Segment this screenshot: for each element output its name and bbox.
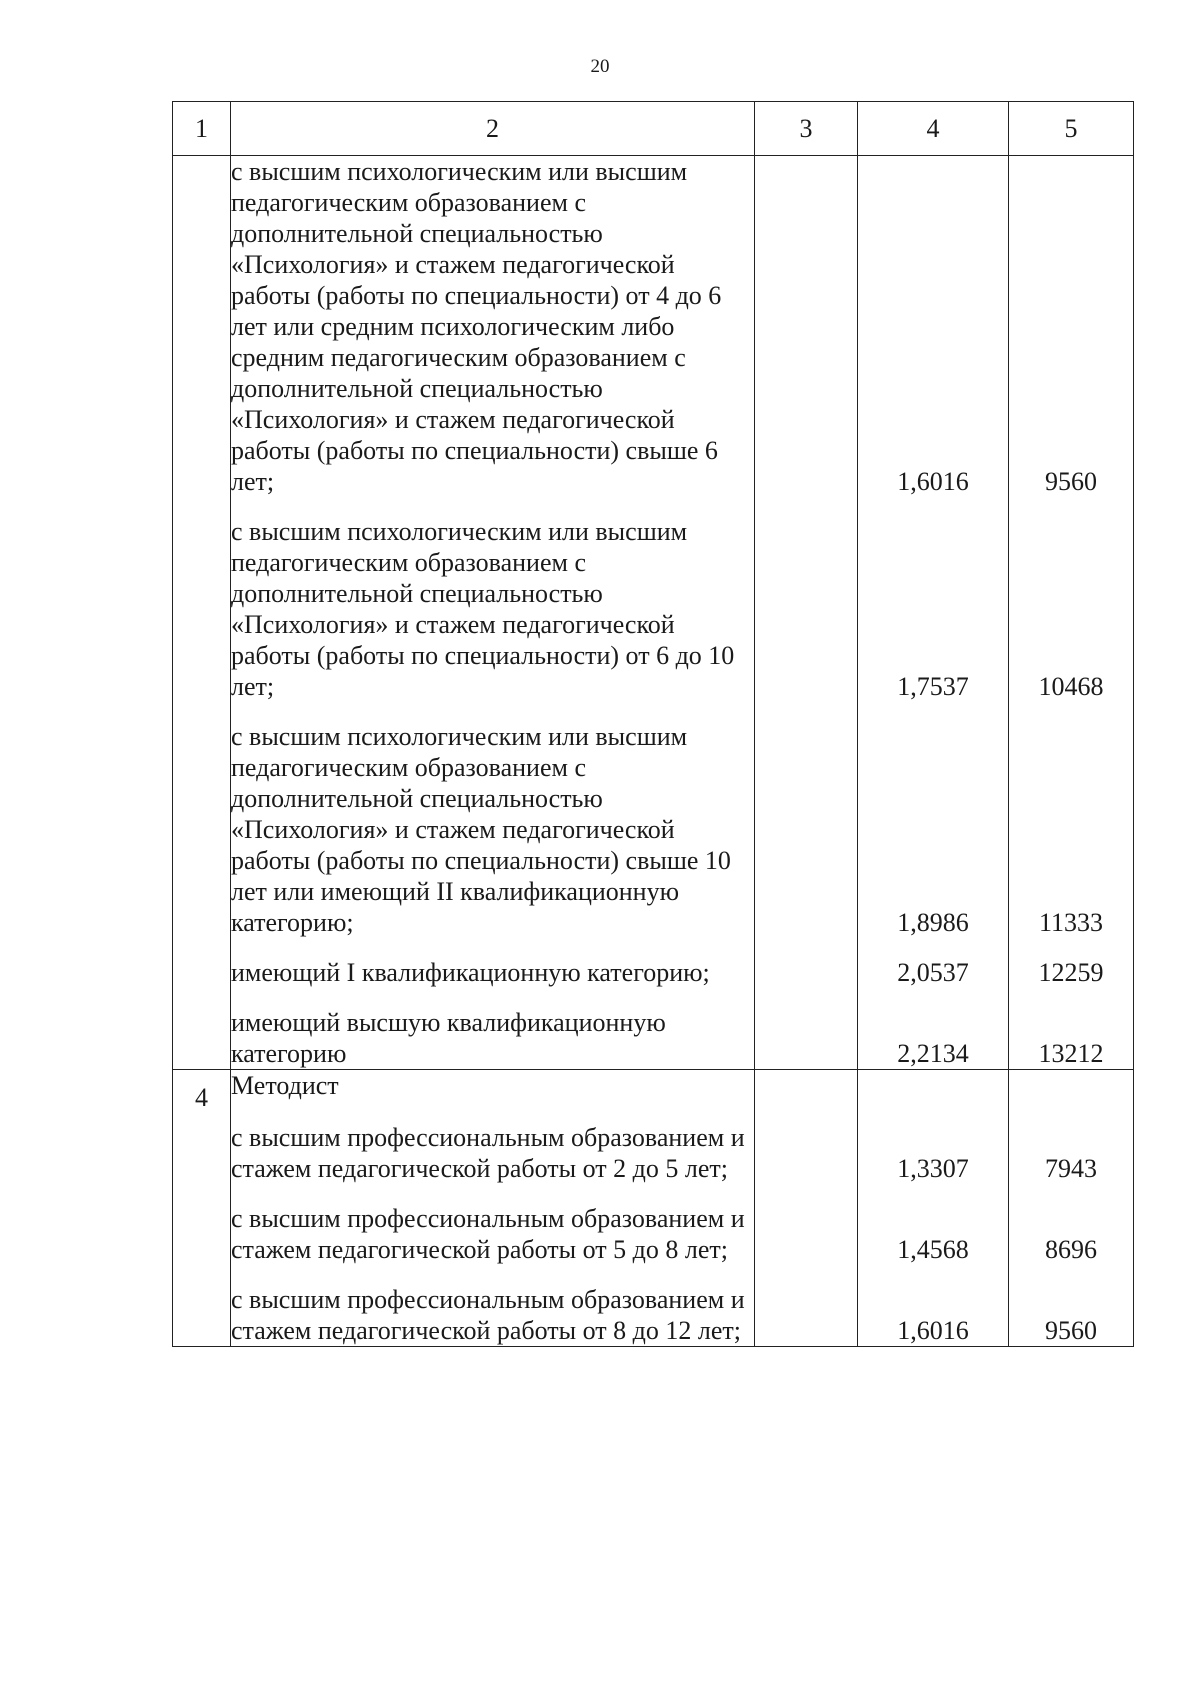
header-col-1: 1 xyxy=(173,102,231,156)
header-col-3: 3 xyxy=(755,102,858,156)
list-item: имеющий высшую квалификационную категорию xyxy=(231,1008,666,1068)
salary-table xyxy=(172,101,1134,1347)
table-row xyxy=(173,1070,1134,1347)
header-col-5: 5 xyxy=(1009,102,1134,156)
coefficient-value: 1,6016 xyxy=(897,1316,969,1345)
amount-cell xyxy=(1009,1070,1134,1347)
row-number-cell xyxy=(173,1070,231,1347)
amount-value: 10468 xyxy=(1038,672,1104,701)
list-item: с высшим профессиональным образованием и стажем педагогической работы от 2 до 5 лет; xyxy=(231,1123,745,1183)
coefficient-value: 1,8986 xyxy=(897,908,969,937)
list-item: с высшим профессиональным образованием и стажем педагогической работы от 5 до 8 лет; xyxy=(231,1204,745,1264)
description-cell xyxy=(231,1070,755,1347)
empty-cell xyxy=(755,156,858,1070)
header-col-4: 4 xyxy=(858,102,1009,156)
list-item: с высшим психологическим или высшим педагогическим образованием с дополнительной специальностью «Психология» и стажем педагогической работы (работы по специальности) от 6 до 10 лет; xyxy=(231,517,735,701)
position-title: Методист xyxy=(231,1071,339,1100)
page-number: 20 xyxy=(590,56,610,77)
table-row xyxy=(173,156,1134,1070)
amount-value: 13212 xyxy=(1038,1039,1104,1068)
list-item: с высшим психологическим или высшим педагогическим образованием с дополнительной специальностью «Психология» и стажем педагогической работы (работы по специальности) свыше 10 лет или имеющий II квалификационную категорию; xyxy=(231,722,731,937)
coefficient-value: 1,6016 xyxy=(897,467,969,496)
amount-value: 8696 xyxy=(1045,1235,1097,1264)
coefficient-value: 1,4568 xyxy=(897,1235,969,1264)
row-number-cell xyxy=(173,156,231,1070)
list-item: с высшим психологическим или высшим педагогическим образованием с дополнительной специальностью «Психология» и стажем педагогической работы (работы по специальности) от 4 до 6 лет или средним психологическим либо средним педагогическим образованием с дополнительной специальностью «Психология» и стажем педагогической работы (работы по специальности) свыше 6 лет; xyxy=(231,157,722,496)
list-item: с высшим профессиональным образованием и стажем педагогической работы от 8 до 12 лет; xyxy=(231,1285,745,1345)
empty-cell xyxy=(755,1070,858,1347)
table-header-row xyxy=(173,102,1134,156)
amount-value: 9560 xyxy=(1045,1316,1097,1345)
coefficient-value: 1,3307 xyxy=(897,1154,969,1183)
description-cell xyxy=(231,156,755,1070)
list-item: имеющий I квалификационную категорию; xyxy=(231,958,710,987)
row-number xyxy=(173,156,230,168)
coefficient-cell xyxy=(858,1070,1009,1347)
amount-value: 12259 xyxy=(1038,958,1104,987)
amount-value: 11333 xyxy=(1038,908,1104,937)
coefficient-value: 1,7537 xyxy=(897,672,969,701)
header-col-2: 2 xyxy=(231,102,755,156)
amount-value: 7943 xyxy=(1045,1154,1097,1183)
coefficient-value: 2,0537 xyxy=(897,958,969,987)
row-number: 4 xyxy=(195,1083,208,1112)
amount-cell xyxy=(1009,156,1134,1070)
amount-value: 9560 xyxy=(1045,467,1097,496)
coefficient-cell xyxy=(858,156,1009,1070)
coefficient-value: 2,2134 xyxy=(897,1039,969,1068)
